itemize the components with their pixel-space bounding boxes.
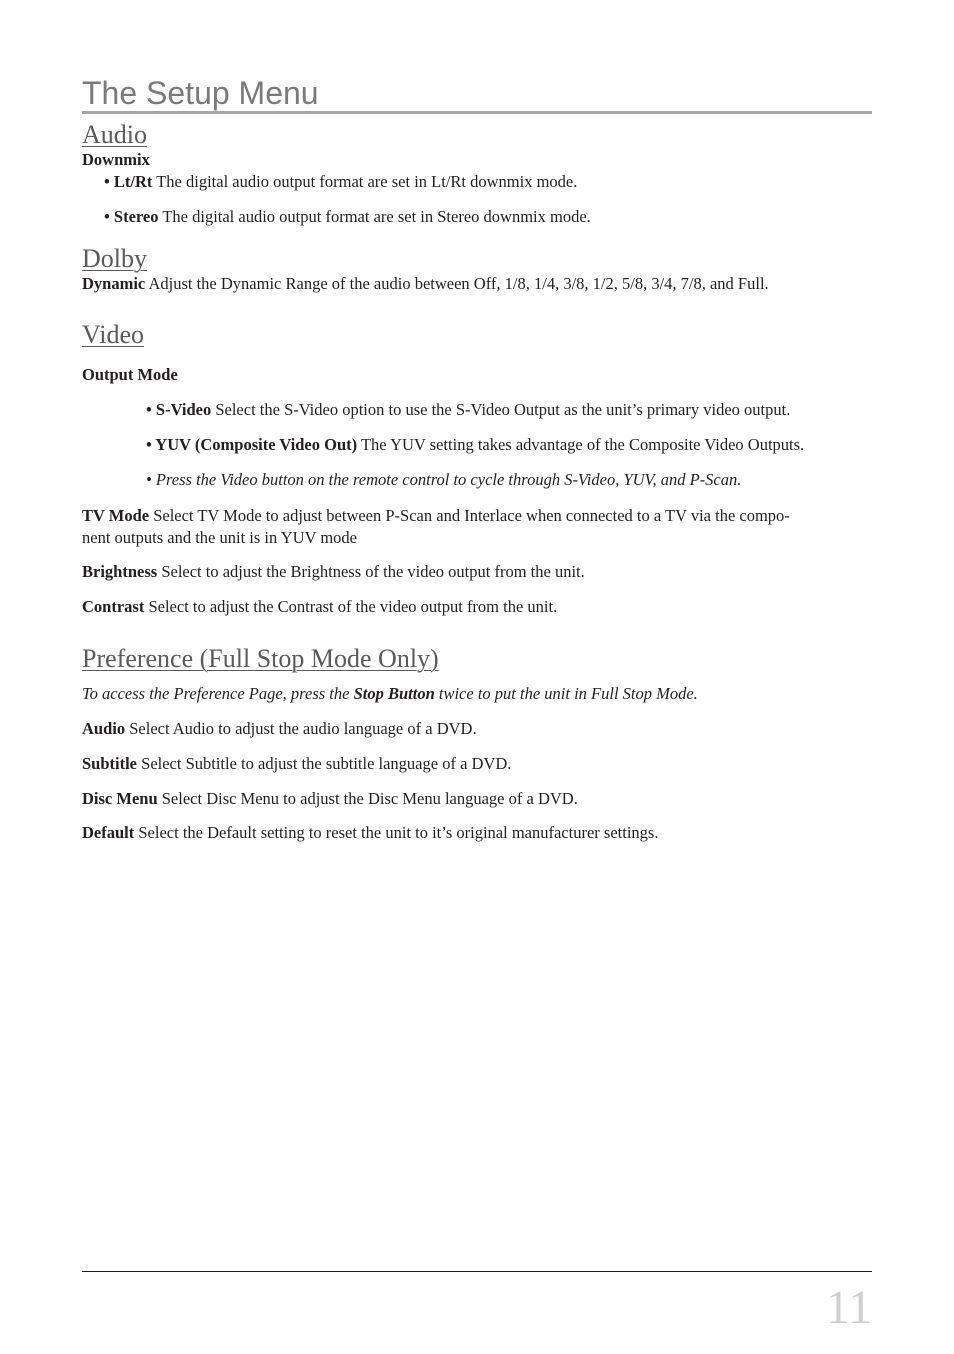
preference-intro-end: twice to put the unit in Full Stop Mode.: [434, 684, 698, 703]
downmix-label: Downmix: [82, 150, 150, 169]
downmix-stereo-item: [104, 206, 591, 228]
default-description: Select the Default setting to reset the unit to it’s original manufacturer settings.: [134, 823, 659, 842]
default-term: Default: [82, 823, 135, 842]
tv-mode-term: TV Mode: [82, 506, 150, 525]
stereo-term: Stereo: [113, 207, 159, 226]
output-mode-label: Output Mode: [82, 365, 178, 384]
svideo-item: [146, 399, 790, 421]
preference-intro: [82, 683, 698, 705]
ltrt-description: The digital audio output format are set in Lt/Rt downmix mode.: [152, 172, 578, 191]
bullet: •: [104, 207, 114, 226]
tv-mode-description-continued: nent outputs and the unit is in YUV mode: [82, 528, 357, 547]
contrast-description: Select to adjust the Contrast of the video output from the unit.: [144, 597, 558, 616]
preference-audio-item: [82, 718, 477, 740]
stereo-description: The digital audio output format are set in Stereo downmix mode.: [158, 207, 591, 226]
downmix-ltrt-item: [104, 171, 577, 193]
subtitle-description: Select Subtitle to adjust the subtitle language of a DVD.: [137, 754, 512, 773]
video-button-note: • Press the Video button on the remote control to cycle through S-Video, YUV, and P-Scan.: [146, 470, 742, 489]
svideo-description: Select the S-Video option to use the S-Video Output as the unit’s primary video output.: [211, 400, 791, 419]
title-divider: [82, 111, 872, 114]
disc-menu-item: [82, 788, 578, 810]
subtitle-item: [82, 753, 511, 775]
brightness-item: [82, 561, 585, 583]
default-item: [82, 822, 658, 844]
tv-mode-item: [82, 505, 790, 527]
dolby-dynamic-item: [82, 273, 769, 295]
audio-term: Audio: [82, 719, 126, 738]
bullet: •: [146, 435, 156, 454]
stop-button-term: Stop Button: [353, 684, 435, 703]
contrast-item: [82, 596, 557, 618]
disc-menu-term: Disc Menu: [82, 789, 158, 808]
disc-menu-description: Select Disc Menu to adjust the Disc Menu language of a DVD.: [157, 789, 578, 808]
tv-mode-description: Select TV Mode to adjust between P-Scan and Interlace when connected to a TV via the compo-: [149, 506, 790, 525]
audio-heading: Audio: [82, 120, 147, 149]
yuv-description: The YUV setting takes advantage of the Composite Video Outputs.: [357, 435, 805, 454]
brightness-term: Brightness: [82, 562, 158, 581]
preference-heading: Preference (Full Stop Mode Only): [82, 644, 439, 673]
footer-divider: [82, 1271, 872, 1272]
dynamic-term: Dynamic: [82, 274, 146, 293]
contrast-term: Contrast: [82, 597, 145, 616]
audio-description: Select Audio to adjust the audio language of a DVD.: [125, 719, 477, 738]
brightness-description: Select to adjust the Brightness of the video output from the unit.: [157, 562, 585, 581]
page-title: The Setup Menu: [82, 75, 319, 111]
bullet: •: [146, 400, 156, 419]
preference-intro-start: To access the Preference Page, press the: [82, 684, 354, 703]
dolby-heading: Dolby: [82, 244, 147, 273]
svideo-term: S-Video: [155, 400, 212, 419]
video-heading: Video: [82, 320, 144, 349]
bullet: •: [104, 172, 114, 191]
dynamic-description: Adjust the Dynamic Range of the audio between Off, 1/8, 1/4, 3/8, 1/2, 5/8, 3/4, 7/8, and Full.: [145, 274, 769, 293]
subtitle-term: Subtitle: [82, 754, 138, 773]
page-number: 11: [825, 1281, 872, 1334]
yuv-item: [146, 434, 804, 456]
ltrt-term: Lt/Rt: [113, 172, 153, 191]
yuv-term: YUV (Composite Video Out): [155, 435, 358, 454]
